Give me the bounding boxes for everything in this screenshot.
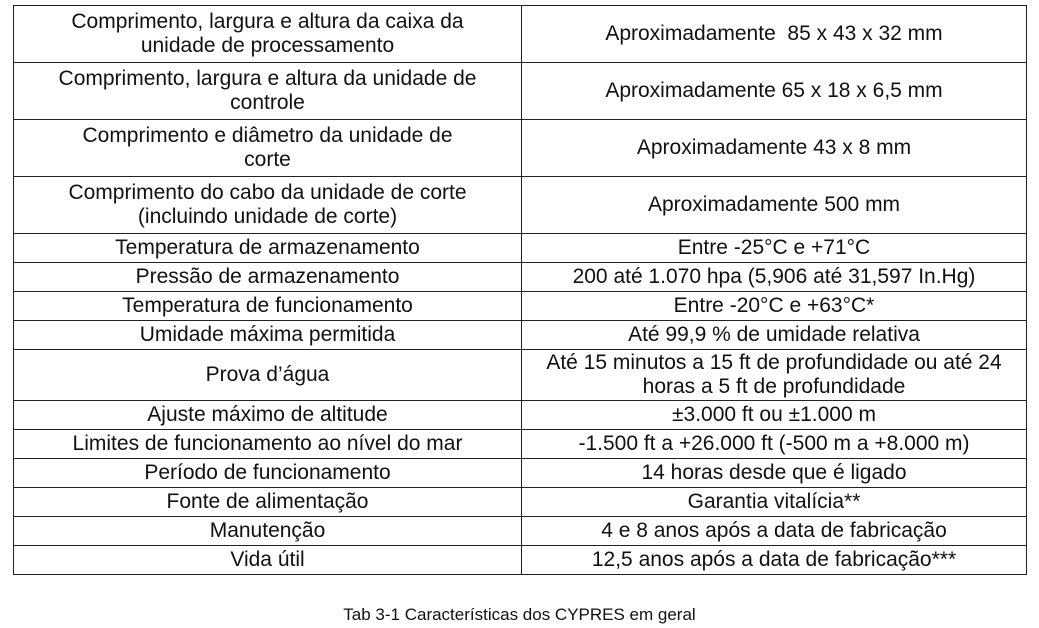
spec-value: Aproximadamente 85 x 43 x 32 mm <box>522 6 1027 63</box>
table-row <box>14 517 1027 546</box>
spec-label: Comprimento e diâmetro da unidade de corte <box>14 120 522 177</box>
spec-label: Prova d’água <box>14 350 522 401</box>
table-row <box>14 350 1027 401</box>
table-row <box>14 401 1027 430</box>
spec-label: Ajuste máximo de altitude <box>14 401 522 430</box>
spec-value: Entre -25°C e +71°C <box>522 234 1027 263</box>
spec-label: Limites de funcionamento ao nível do mar <box>14 430 522 459</box>
spec-value: ±3.000 ft ou ±1.000 m <box>522 401 1027 430</box>
table-row <box>14 120 1027 177</box>
spec-value: Entre -20°C e +63°C* <box>522 292 1027 321</box>
spec-value: 12,5 anos após a data de fabricação*** <box>522 546 1027 575</box>
specifications-table <box>13 5 1027 575</box>
spec-value: -1.500 ft a +26.000 ft (-500 m a +8.000 m) <box>522 430 1027 459</box>
table-row <box>14 63 1027 120</box>
spec-value: 4 e 8 anos após a data de fabricação <box>522 517 1027 546</box>
spec-value: Garantia vitalícia** <box>522 488 1027 517</box>
spec-value: Aproximadamente 43 x 8 mm <box>522 120 1027 177</box>
spec-value: 14 horas desde que é ligado <box>522 459 1027 488</box>
table-row <box>14 430 1027 459</box>
table-row <box>14 6 1027 63</box>
spec-label: Fonte de alimentação <box>14 488 522 517</box>
spec-label: Pressão de armazenamento <box>14 263 522 292</box>
table-row <box>14 546 1027 575</box>
table-row <box>14 321 1027 350</box>
spec-label: Comprimento, largura e altura da caixa da unidade de processamento <box>14 6 522 63</box>
spec-value: Até 99,9 % de umidade relativa <box>522 321 1027 350</box>
spec-value: Aproximadamente 65 x 18 x 6,5 mm <box>522 63 1027 120</box>
table-row <box>14 263 1027 292</box>
spec-label: Período de funcionamento <box>14 459 522 488</box>
table-row <box>14 292 1027 321</box>
spec-label: Temperatura de funcionamento <box>14 292 522 321</box>
spec-value: 200 até 1.070 hpa (5,906 até 31,597 In.Hg) <box>522 263 1027 292</box>
spec-label: Manutenção <box>14 517 522 546</box>
table-caption: Tab 3-1 Características dos CYPRES em geral <box>343 605 696 624</box>
spec-label: Comprimento, largura e altura da unidade de controle <box>14 63 522 120</box>
table-row <box>14 459 1027 488</box>
table-row <box>14 177 1027 234</box>
table-row <box>14 234 1027 263</box>
spec-value: Aproximadamente 500 mm <box>522 177 1027 234</box>
spec-value: Até 15 minutos a 15 ft de profundidade ou até 24 horas a 5 ft de profundidade <box>522 350 1027 401</box>
spec-label: Umidade máxima permitida <box>14 321 522 350</box>
spec-label: Comprimento do cabo da unidade de corte (incluindo unidade de corte) <box>14 177 522 234</box>
table-row <box>14 488 1027 517</box>
spec-label: Temperatura de armazenamento <box>14 234 522 263</box>
spec-label: Vida útil <box>14 546 522 575</box>
